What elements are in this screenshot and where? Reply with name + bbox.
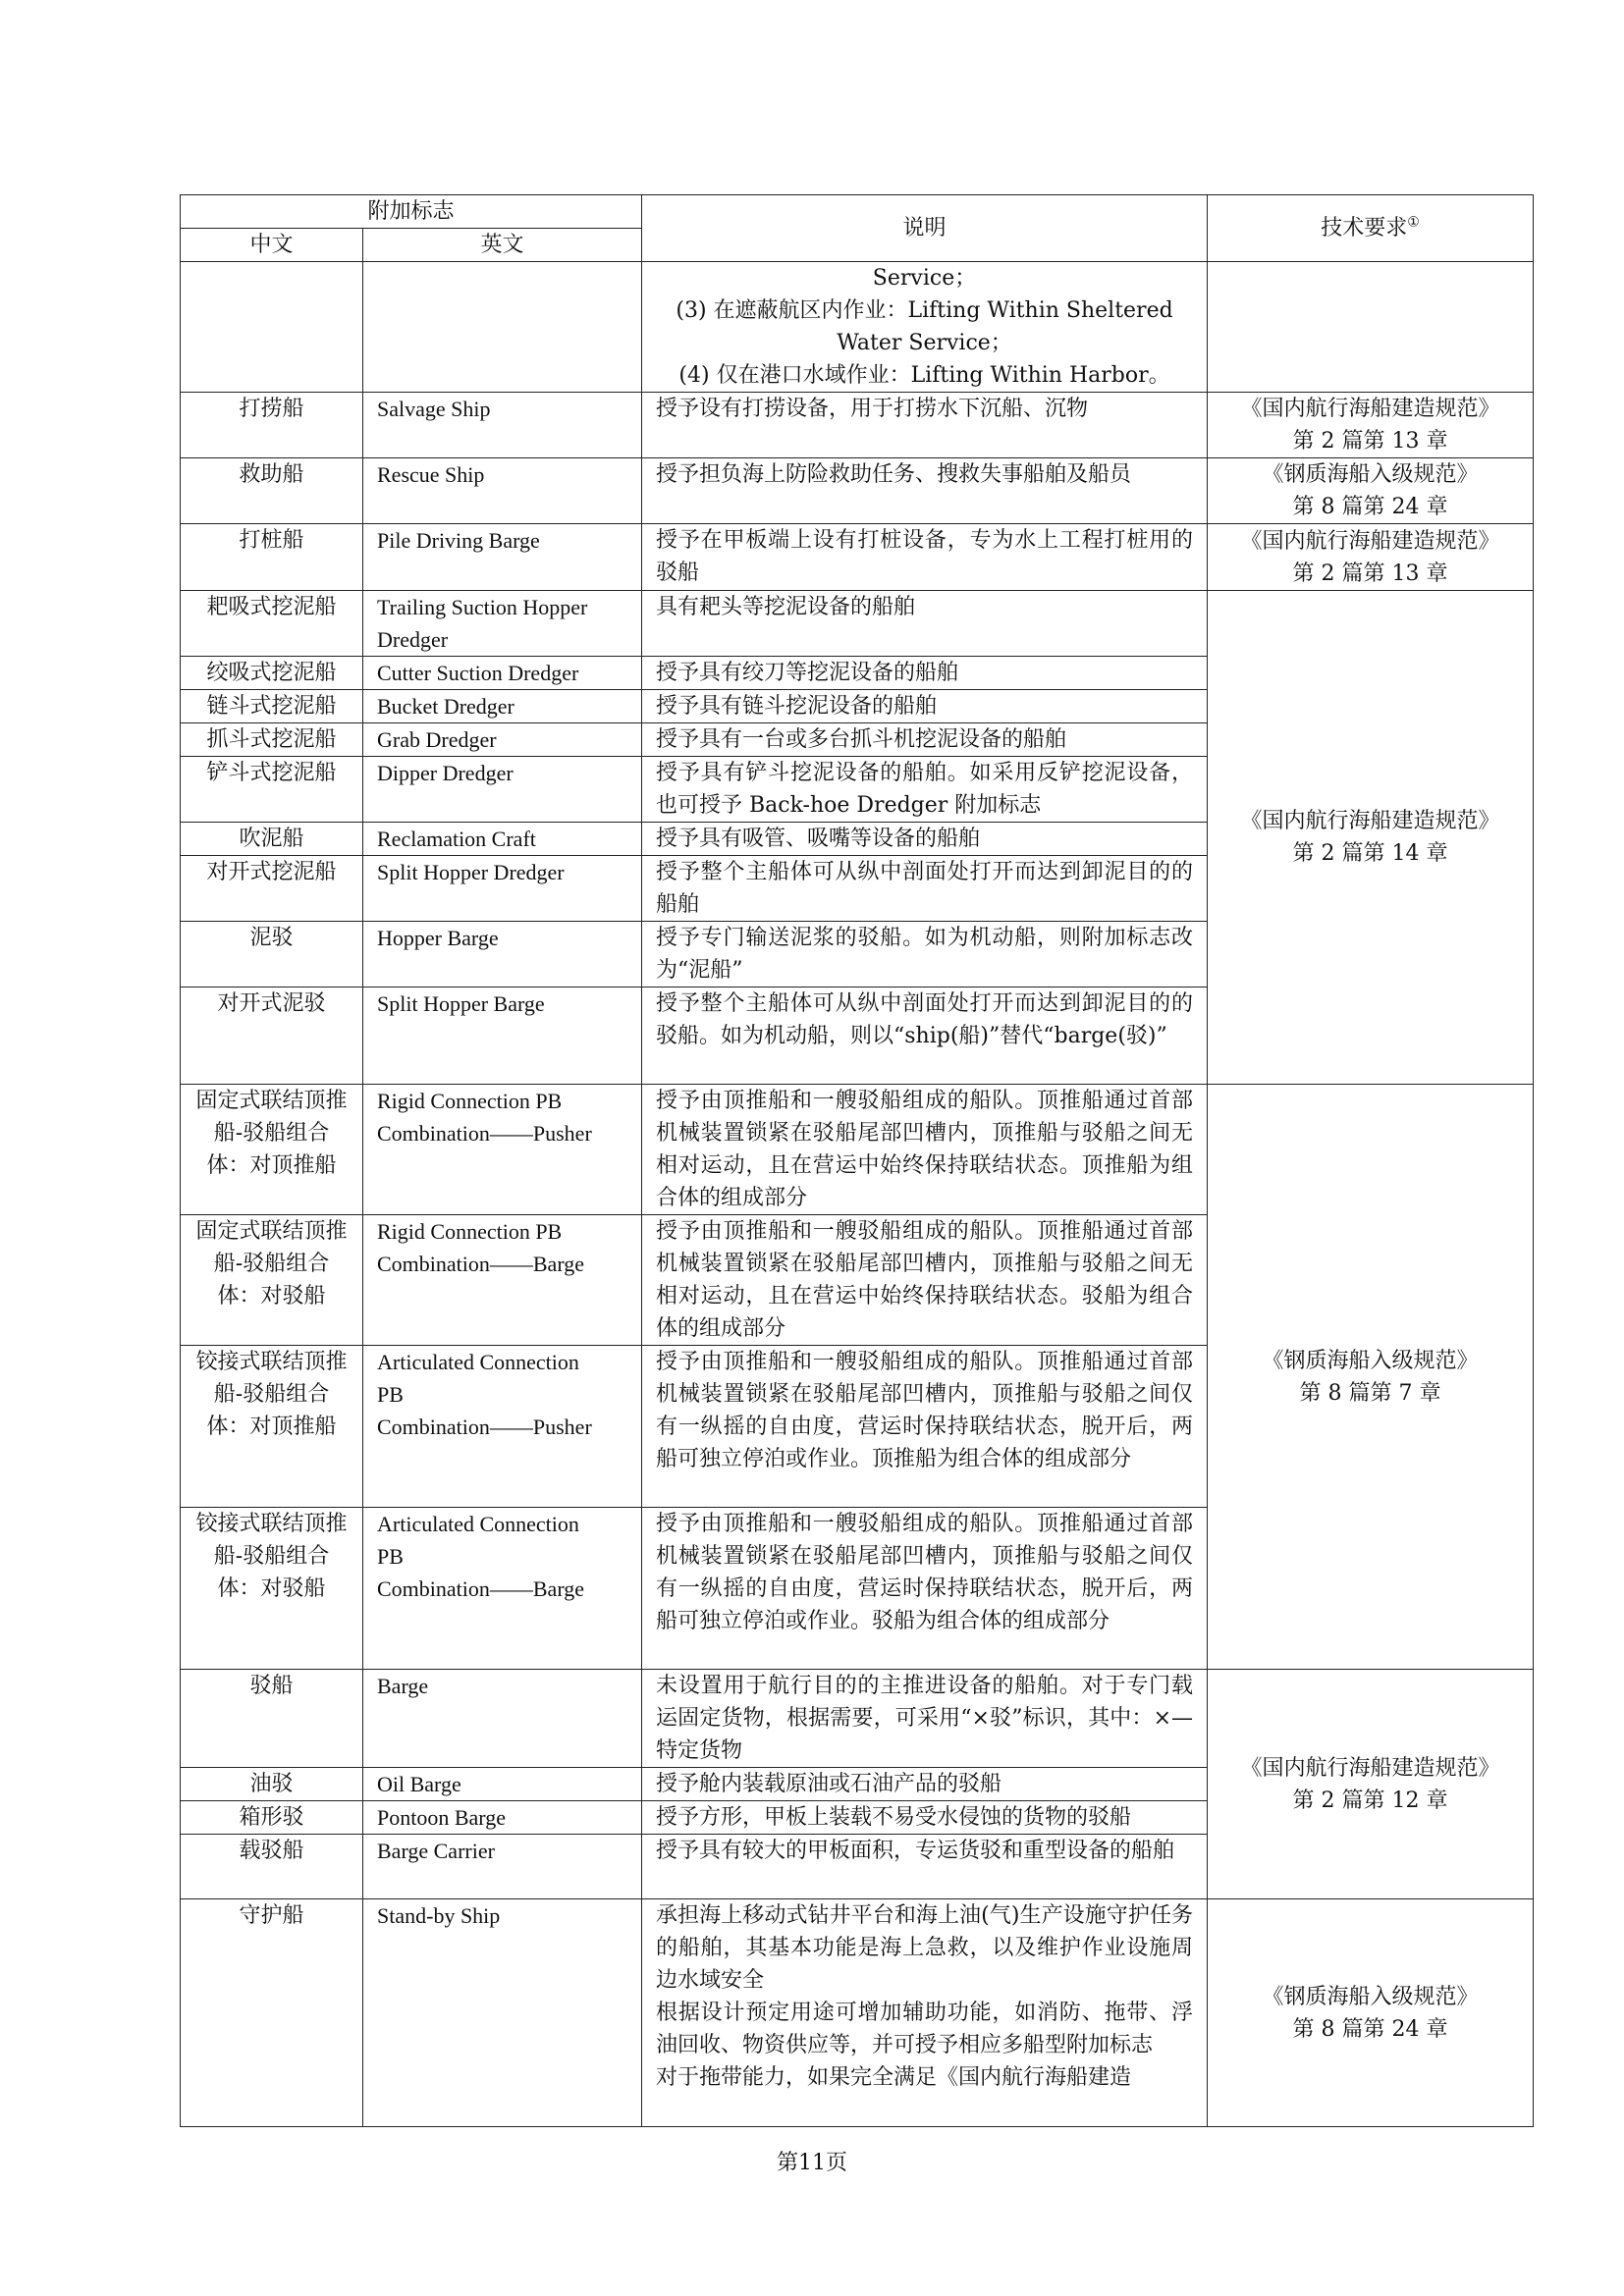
tech-cell-line: 《国内航行海船建造规范》 (1240, 397, 1500, 421)
desc-cell: 授予整个主船体可从纵中剖面处打开而达到卸泥目的的船舶 (642, 856, 1208, 922)
desc-cell-line: (3) 在遮蔽航区内作业：Lifting Within Sheltered (676, 298, 1173, 323)
en-cell: Barge Carrier (363, 1835, 642, 1899)
desc-cell: 授予由顶推船和一艘驳船组成的船队。顶推船通过首部机械装置锁紧在驳船尾部凹槽内，顶推船与驳船之间无相对运动，且在营运中始终保持联结状态。顶推船为组合体的组成部分 (642, 1085, 1208, 1215)
en-cell-line: Articulated Connection (377, 1512, 579, 1536)
desc-cell: 授予舱内装载原油或石油产品的驳船 (642, 1768, 1208, 1801)
desc-cell-line: 承担海上移动式钻井平台和海上油(气)生产设施守护任务的船舶，其基本功能是海上急救，以及维护作业设施周边水域安全 (656, 1903, 1194, 1993)
en-cell: Grab Dredger (363, 723, 642, 757)
desc-cell: 授予具有铲斗挖泥设备的船舶。如采用反铲挖泥设备，也可授予 Back-hoe Dredger 附加标志 (642, 757, 1208, 823)
en-cell-line: Combination——Barge (377, 1576, 585, 1601)
tech-cell-line: 第 8 篇第 7 章 (1299, 1380, 1441, 1406)
desc-cell: 授予由顶推船和一艘驳船组成的船队。顶推船通过首部机械装置锁紧在驳船尾部凹槽内，顶推船与驳船之间仅有一纵摇的自由度，营运时保持联结状态，脱开后，两船可独立停泊或作业。驳船为组合体的组成部分 (642, 1508, 1208, 1670)
desc-cell: 授予专门输送泥浆的驳船。如为机动船，则附加标志改为“泥船” (642, 922, 1208, 988)
header-desc: 说明 (642, 195, 1208, 262)
en-cell: Dipper Dredger (363, 757, 642, 823)
tech-cell-line: 第 8 篇第 24 章 (1292, 495, 1448, 519)
en-cell-line: Rigid Connection PB (377, 1089, 563, 1113)
en-cell-line: Articulated Connection (377, 1350, 579, 1374)
cn-cell: 泥驳 (181, 922, 363, 988)
tech-cell-line: 第 8 篇第 24 章 (1292, 2016, 1448, 2042)
cn-cell: 载驳船 (181, 1835, 363, 1899)
desc-cell: 授予设有打捞设备，用于打捞水下沉船、沉物 (642, 393, 1208, 458)
tech-cell (1208, 524, 1534, 591)
en-cell: Reclamation Craft (363, 823, 642, 856)
cn-cell: 打桩船 (181, 524, 363, 591)
desc-cell: 授予具有绞刀等挖泥设备的船舶 (642, 657, 1208, 690)
desc-cell-line: 对于拖带能力，如果完全满足《国内航行海船建造 (656, 2065, 1132, 2090)
en-cell (363, 262, 642, 393)
en-cell (363, 1508, 642, 1670)
en-cell: Rescue Ship (363, 458, 642, 524)
cn-cell: 对开式泥驳 (181, 988, 363, 1085)
en-cell: Salvage Ship (363, 393, 642, 458)
cn-cell: 固定式联结顶推船-驳船组合体：对驳船 (181, 1215, 363, 1346)
page-number: 第11页 (777, 2151, 847, 2175)
desc-cell: 授予由顶推船和一艘驳船组成的船队。顶推船通过首部机械装置锁紧在驳船尾部凹槽内，顶推船与驳船之间仅有一纵摇的自由度，营运时保持联结状态，脱开后，两船可独立停泊或作业。顶推船为组合体的组成部分 (642, 1346, 1208, 1508)
desc-cell: 授予具有一台或多台抓斗机挖泥设备的船舶 (642, 723, 1208, 757)
en-cell (363, 1215, 642, 1346)
cn-cell: 绞吸式挖泥船 (181, 657, 363, 690)
tech-cell (1208, 1085, 1534, 1670)
cn-cell: 铲斗式挖泥船 (181, 757, 363, 823)
desc-cell-line: Service； (872, 266, 977, 291)
tech-cell-line: 第 2 篇第 12 章 (1292, 1788, 1448, 1813)
tech-cell (1208, 262, 1534, 393)
en-cell: Stand-by Ship (363, 1899, 642, 2127)
desc-cell (642, 1899, 1208, 2127)
en-cell: Oil Barge (363, 1768, 642, 1801)
en-cell: Split Hopper Dredger (363, 856, 642, 922)
cn-cell: 耙吸式挖泥船 (181, 591, 363, 657)
desc-cell (642, 262, 1208, 393)
en-cell-line: PB (377, 1544, 404, 1569)
header-group-label: 附加标志 (181, 195, 642, 229)
tech-cell-line: 《国内航行海船建造规范》 (1240, 809, 1500, 833)
header-cn: 中文 (181, 229, 363, 262)
en-cell-line: Rigid Connection PB (377, 1219, 563, 1244)
en-cell-line: Combination——Barge (377, 1252, 585, 1276)
desc-cell: 授予方形，甲板上装载不易受水侵蚀的货物的驳船 (642, 1801, 1208, 1835)
cn-cell: 对开式挖泥船 (181, 856, 363, 922)
cn-cell: 守护船 (181, 1899, 363, 2127)
en-cell: Barge (363, 1670, 642, 1768)
classification-notation-table (180, 194, 1534, 2127)
desc-cell: 授予在甲板端上设有打桩设备，专为水上工程打桩用的驳船 (642, 524, 1208, 591)
cn-cell: 打捞船 (181, 393, 363, 458)
en-cell: Hopper Barge (363, 922, 642, 988)
desc-cell: 授予由顶推船和一艘驳船组成的船队。顶推船通过首部机械装置锁紧在驳船尾部凹槽内，顶推船与驳船之间无相对运动，且在营运中始终保持联结状态。驳船为组合体的组成部分 (642, 1215, 1208, 1346)
cn-cell: 铰接式联结顶推船-驳船组合体：对顶推船 (181, 1346, 363, 1508)
en-cell: Split Hopper Barge (363, 988, 642, 1085)
en-cell: Cutter Suction Dredger (363, 657, 642, 690)
tech-cell-line: 《钢质海船入级规范》 (1262, 462, 1479, 487)
desc-cell: 未设置用于航行目的的主推进设备的船舶。对于专门载运固定货物，根据需要，可采用“×驳”标识，其中：×—特定货物 (642, 1670, 1208, 1768)
tech-cell-line: 第 2 篇第 14 章 (1292, 841, 1448, 866)
en-cell (363, 1085, 642, 1215)
tech-cell (1208, 1899, 1534, 2127)
tech-cell (1208, 591, 1534, 1085)
cn-cell: 链斗式挖泥船 (181, 690, 363, 723)
cn-cell: 箱形驳 (181, 1801, 363, 1835)
en-cell (363, 1346, 642, 1508)
en-cell: Bucket Dredger (363, 690, 642, 723)
cn-cell: 铰接式联结顶推船-驳船组合体：对驳船 (181, 1508, 363, 1670)
cn-cell: 驳船 (181, 1670, 363, 1768)
header-en: 英文 (363, 229, 642, 262)
desc-cell-line: (4) 仅在港口水域作业：Lifting Within Harbor。 (678, 363, 1170, 388)
desc-cell: 授予具有较大的甲板面积，专运货驳和重型设备的船舶 (642, 1835, 1208, 1899)
desc-cell: 授予具有吸管、吸嘴等设备的船舶 (642, 823, 1208, 856)
tech-cell-line: 《钢质海船入级规范》 (1262, 1348, 1479, 1373)
desc-cell: 授予整个主船体可从纵中剖面处打开而达到卸泥目的的驳船。如为机动船，则以“ship(船)”替代“barge(驳)” (642, 988, 1208, 1085)
cn-cell: 吹泥船 (181, 823, 363, 856)
cn-cell (181, 262, 363, 393)
desc-cell: 授予担负海上防险救助任务、搜救失事船舶及船员 (642, 458, 1208, 524)
tech-cell-line: 《国内航行海船建造规范》 (1240, 1755, 1500, 1781)
tech-cell (1208, 393, 1534, 458)
en-cell: Pile Driving Barge (363, 524, 642, 591)
cn-cell: 油驳 (181, 1768, 363, 1801)
tech-cell-line: 《国内航行海船建造规范》 (1240, 528, 1500, 554)
desc-cell: 具有耙头等挖泥设备的船舶 (642, 591, 1208, 657)
tech-cell (1208, 1670, 1534, 1899)
tech-cell-line: 第 2 篇第 13 章 (1292, 429, 1448, 454)
footnote-marker: ① (1407, 214, 1420, 231)
desc-cell: 授予具有链斗挖泥设备的船舶 (642, 690, 1208, 723)
desc-cell-line: 根据设计预定用途可增加辅助功能，如消防、拖带、浮油回收、物资供应等，并可授予相应多船型附加标志 (656, 2001, 1194, 2057)
tech-cell (1208, 458, 1534, 524)
cn-cell: 抓斗式挖泥船 (181, 723, 363, 757)
en-cell-line: Combination——Pusher (377, 1415, 592, 1439)
cn-cell: 固定式联结顶推船-驳船组合体：对顶推船 (181, 1085, 363, 1215)
desc-cell-line: Water Service； (837, 331, 1012, 355)
header-tech-label: 技术要求 (1321, 216, 1408, 240)
en-cell: Pontoon Barge (363, 1801, 642, 1835)
cn-cell: 救助船 (181, 458, 363, 524)
tech-cell-line: 第 2 篇第 13 章 (1292, 561, 1448, 586)
header-tech (1208, 195, 1534, 262)
en-cell-line: PB (377, 1382, 404, 1407)
tech-cell-line: 《钢质海船入级规范》 (1262, 1984, 1479, 2009)
en-cell-line: Combination——Pusher (377, 1121, 592, 1146)
en-cell: Trailing Suction Hopper Dredger (363, 591, 642, 657)
